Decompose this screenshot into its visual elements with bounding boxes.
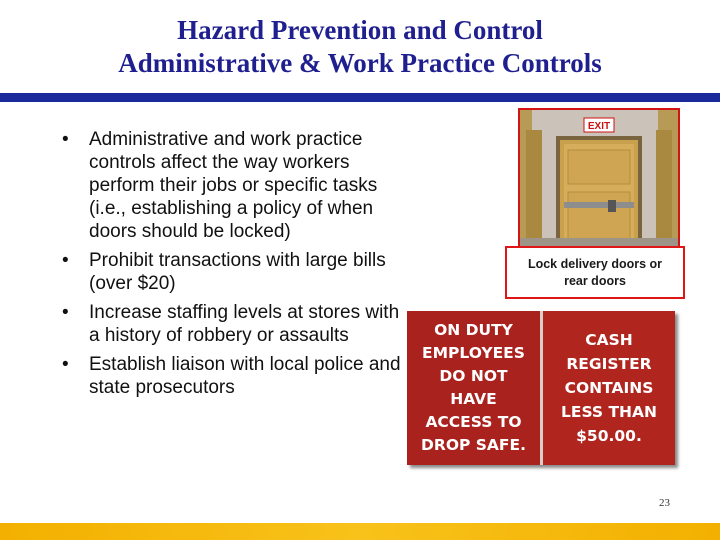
bullet-text: Administrative and work practice controls affect the way workers perform their jobs or specific tasks (i.e., establishing a policy of when doors should be locked) — [89, 129, 378, 242]
footer-bar — [0, 523, 720, 540]
title-divider — [0, 93, 720, 102]
bullet-marker: • — [62, 302, 69, 323]
bullet-item — [62, 249, 402, 295]
bullet-item — [62, 301, 402, 347]
door-illustration — [520, 110, 678, 254]
bullet-marker: • — [62, 250, 69, 271]
bullet-item — [62, 353, 402, 399]
bullet-text: Prohibit transactions with large bills (over $20) — [89, 250, 386, 294]
delivery-door-photo — [518, 108, 680, 256]
bullet-text: Increase staffing levels at stores with a history of robbery or assaults — [89, 302, 400, 346]
title-line-1: Hazard Prevention and Control — [177, 15, 543, 45]
exit-sign-text: EXIT — [587, 121, 611, 132]
bullet-marker: • — [62, 129, 69, 150]
warning-signs-photo — [407, 311, 675, 465]
slide-title — [0, 14, 720, 80]
door-caption-box — [505, 246, 685, 299]
door-caption: Lock delivery doors or rear doors — [527, 256, 663, 288]
bullet-marker: • — [62, 354, 69, 375]
bullet-list — [62, 128, 402, 405]
title-line-2: Administrative & Work Practice Controls — [118, 48, 602, 78]
bullet-item — [62, 128, 402, 243]
drop-safe-sign: ON DUTY EMPLOYEES DO NOT HAVE ACCESS TO DROP SAFE. — [407, 311, 540, 465]
bullet-text: Establish liaison with local police and state prosecutors — [89, 354, 401, 398]
page-number: 23 — [659, 497, 670, 509]
cash-register-sign: CASH REGISTER CONTAINS LESS THAN $50.00. — [543, 311, 675, 465]
